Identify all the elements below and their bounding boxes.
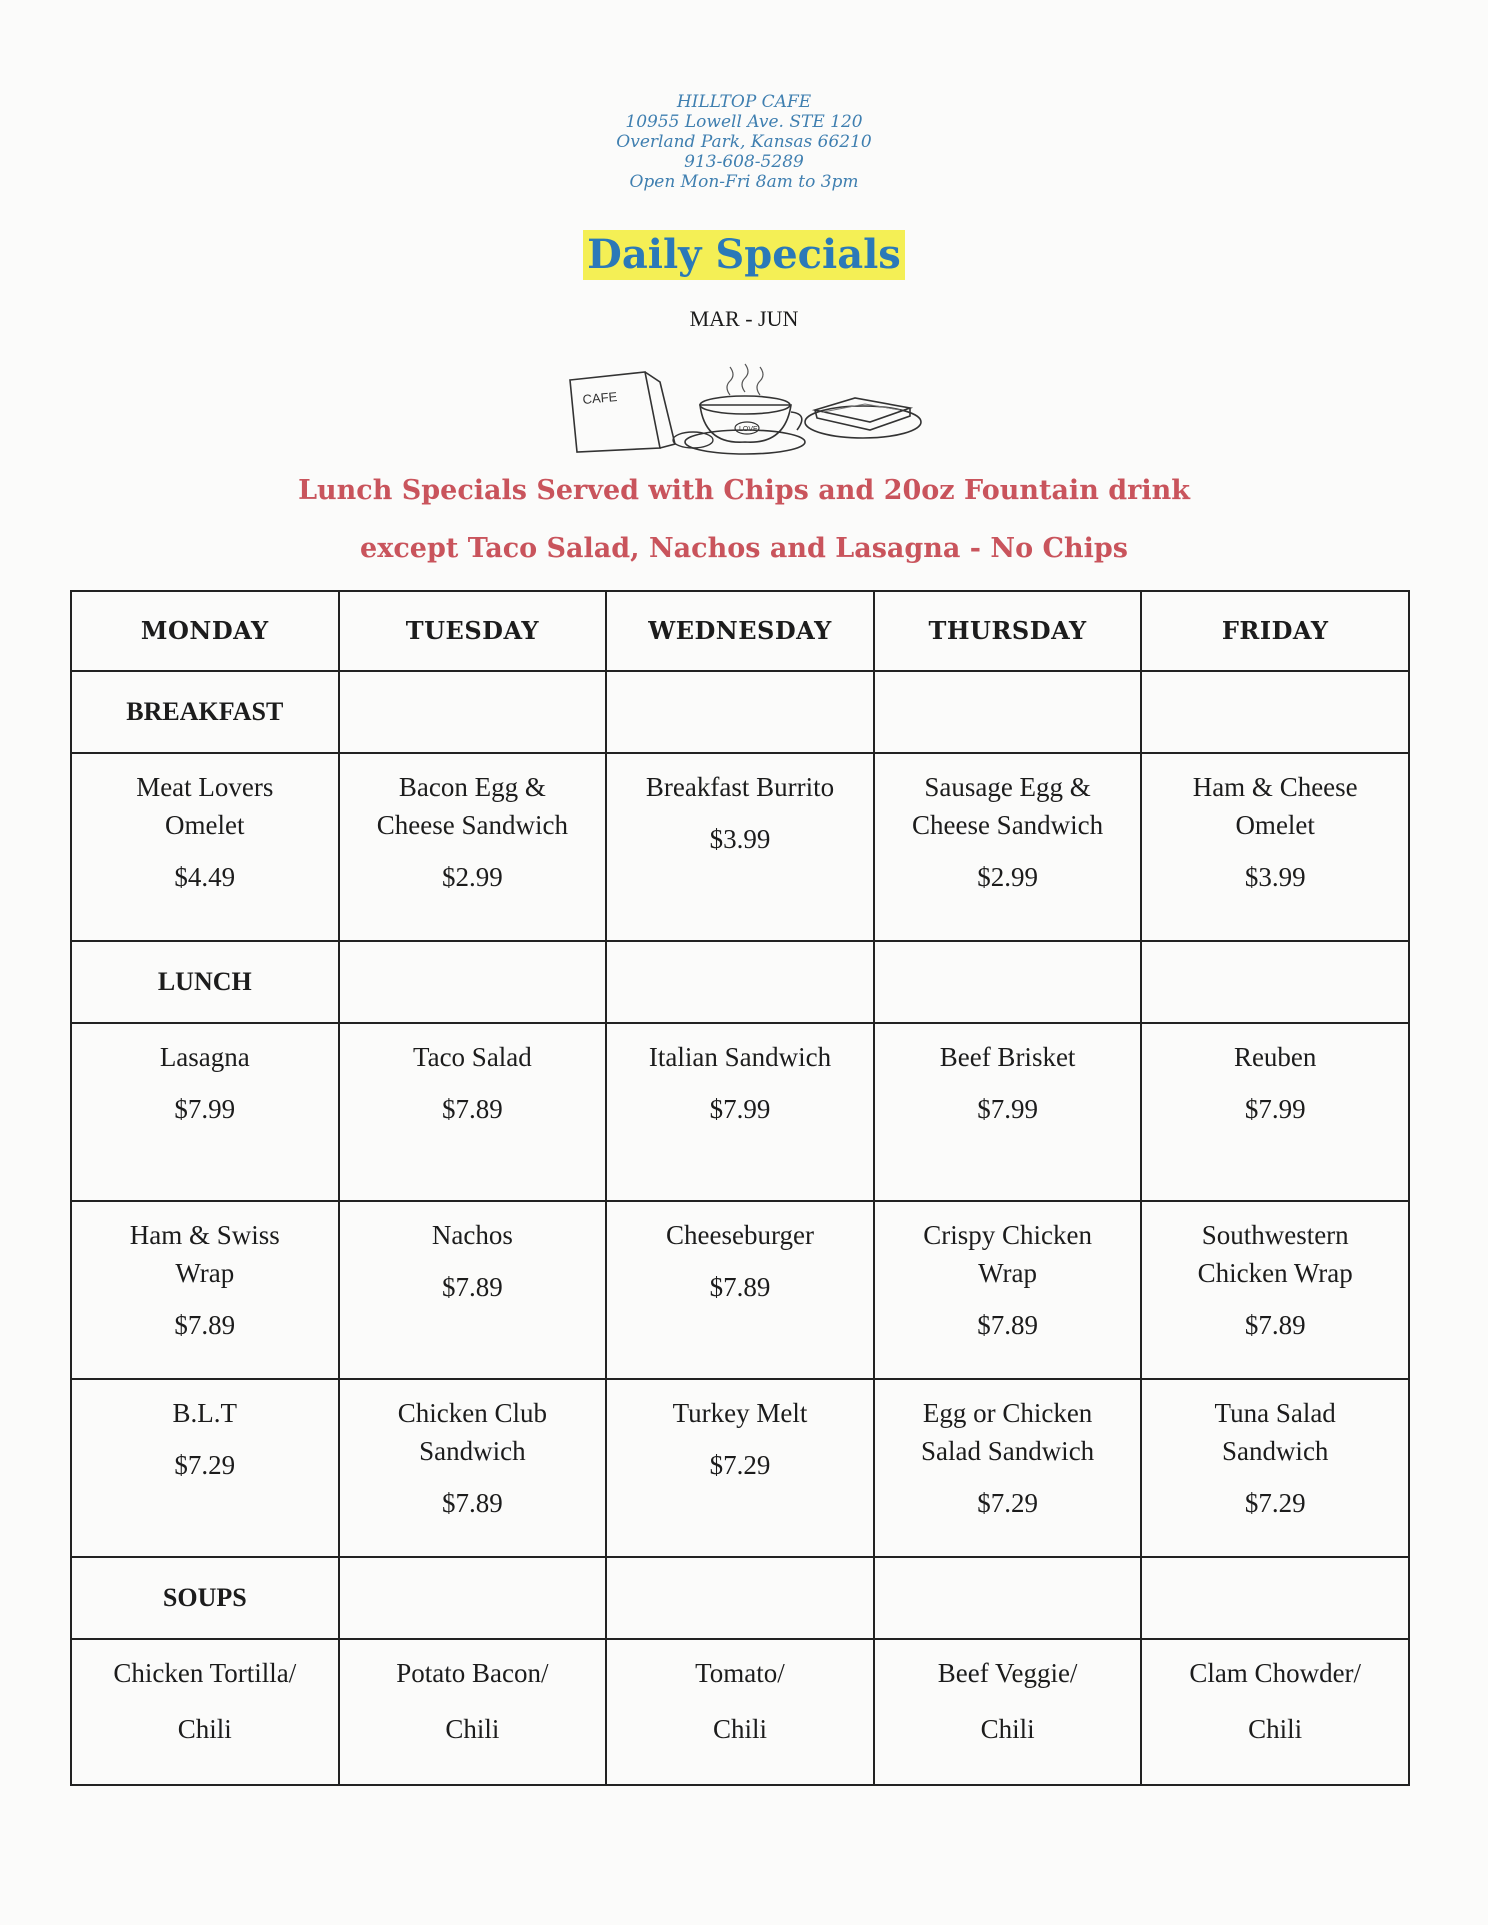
soups-row (71, 1639, 1409, 1785)
item-name: Tuna Salad (1214, 1398, 1336, 1428)
item-price: $7.29 (977, 1488, 1038, 1518)
item-name: Sandwich (419, 1436, 526, 1466)
item-price: $7.99 (709, 1094, 771, 1124)
soup-name: Tomato/ (695, 1658, 785, 1688)
menu-cell (874, 1201, 1142, 1379)
item-name: Salad Sandwich (920, 1436, 1095, 1466)
item-price: $2.99 (977, 862, 1038, 892)
item-price: $7.29 (709, 1450, 771, 1480)
soup-name: Chili (980, 1714, 1035, 1744)
item-name: Sandwich (1221, 1436, 1329, 1466)
item-name: Cheese Sandwich (376, 810, 568, 840)
lunch-row-2 (71, 1201, 1409, 1379)
menu-cell (606, 753, 874, 941)
menu-cell (874, 1023, 1142, 1201)
item-price: $3.99 (709, 824, 771, 854)
title-wrap (0, 230, 1488, 280)
item-name: Lasagna (159, 1042, 250, 1072)
specials-table (70, 590, 1410, 1786)
item-name: Southwestern (1201, 1220, 1349, 1250)
lunch-row-1 (71, 1023, 1409, 1201)
lunch-note-line1: Lunch Specials Served with Chips and 20oz Fountain drink (298, 475, 1190, 506)
item-name: Meat Lovers (136, 772, 274, 802)
item-name: Omelet (1235, 810, 1315, 840)
item-name: Nachos (431, 1220, 513, 1250)
item-price: $7.89 (442, 1488, 503, 1518)
soup-cell (606, 1639, 874, 1785)
menu-cell (339, 753, 607, 941)
item-name: Chicken Wrap (1197, 1258, 1353, 1288)
section-breakfast: BREAKFAST (71, 671, 339, 753)
day-wednesday: WEDNESDAY (606, 591, 874, 671)
item-name: B.L.T (172, 1398, 238, 1428)
item-price: $7.89 (709, 1272, 771, 1302)
menu-cell (71, 753, 339, 941)
item-name: Bacon Egg & (398, 772, 546, 802)
item-price: $2.99 (442, 862, 503, 892)
cafe-name: HILLTOP CAFE (676, 92, 812, 112)
cup-label: LOVE (739, 426, 758, 433)
menu-cell (71, 1379, 339, 1557)
menu-cell (1141, 753, 1409, 941)
item-price: $7.99 (174, 1094, 236, 1124)
item-name: Sausage Egg & (924, 772, 1091, 802)
item-price: $7.99 (977, 1094, 1038, 1124)
item-name: Italian Sandwich (648, 1042, 832, 1072)
item-price: $4.49 (174, 862, 236, 892)
item-name: Ham & Cheese (1192, 772, 1358, 802)
cafe-phone: 913-608-5289 (684, 152, 804, 172)
menu-cell (71, 1023, 339, 1201)
day-tuesday: TUESDAY (339, 591, 607, 671)
cafe-hours: Open Mon-Fri 8am to 3pm (629, 172, 859, 192)
item-name: Wrap (978, 1258, 1038, 1288)
cafe-illustration (565, 360, 925, 460)
soup-name: Chicken Tortilla/ (113, 1658, 297, 1688)
soup-name: Chili (445, 1714, 500, 1744)
item-name: Turkey Melt (672, 1398, 808, 1428)
item-price: $7.89 (174, 1310, 236, 1340)
menu-cell (874, 1379, 1142, 1557)
section-lunch: LUNCH (71, 941, 339, 1023)
soup-name: Potato Bacon/ (396, 1658, 549, 1688)
menu-cell (1141, 1201, 1409, 1379)
cafe-header (0, 92, 1488, 192)
menu-cell (71, 1201, 339, 1379)
menu-cell (339, 1023, 607, 1201)
season-range: MAR - JUN (689, 306, 799, 331)
item-price: $3.99 (1244, 862, 1306, 892)
day-thursday: THURSDAY (874, 591, 1142, 671)
soup-name: Chili (177, 1714, 232, 1744)
soup-cell (339, 1639, 607, 1785)
menu-cell (1141, 1379, 1409, 1557)
day-header-row (71, 591, 1409, 671)
item-price: $7.89 (1244, 1310, 1306, 1340)
section-soups: SOUPS (71, 1557, 339, 1639)
soup-cell (874, 1639, 1142, 1785)
item-name: Omelet (165, 810, 245, 840)
item-name: Cheese Sandwich (911, 810, 1104, 840)
bag-label: CAFE (581, 389, 618, 407)
item-name: Breakfast Burrito (645, 772, 835, 802)
lunch-note-line2: except Taco Salad, Nachos and Lasagna - No Chips (360, 533, 1128, 564)
menu-cell (606, 1023, 874, 1201)
menu-cell (339, 1201, 607, 1379)
soup-cell (71, 1639, 339, 1785)
item-price: $7.29 (174, 1450, 236, 1480)
item-name: Reuben (1233, 1042, 1317, 1072)
soups-section-row (71, 1557, 1409, 1639)
soup-cell (1141, 1639, 1409, 1785)
cafe-address-line1: 10955 Lowell Ave. STE 120 (625, 112, 863, 132)
soup-name: Chili (1248, 1714, 1303, 1744)
item-name: Crispy Chicken (923, 1220, 1092, 1250)
breakfast-row (71, 753, 1409, 941)
menu-cell (606, 1201, 874, 1379)
soup-name: Clam Chowder/ (1189, 1658, 1362, 1688)
cafe-address-line2: Overland Park, Kansas 66210 (616, 132, 872, 152)
item-price: $7.89 (442, 1272, 503, 1302)
soup-name: Beef Veggie/ (937, 1658, 1078, 1688)
item-name: Egg or Chicken (922, 1398, 1093, 1428)
breakfast-section-row (71, 671, 1409, 753)
menu-cell (606, 1379, 874, 1557)
item-name: Beef Brisket (939, 1042, 1076, 1072)
item-name: Ham & Swiss (129, 1220, 280, 1250)
item-name: Taco Salad (412, 1042, 532, 1072)
item-price: $7.89 (977, 1310, 1038, 1340)
item-name: Wrap (175, 1258, 235, 1288)
item-name: Chicken Club (397, 1398, 548, 1428)
menu-cell (1141, 1023, 1409, 1201)
item-price: $7.89 (442, 1094, 503, 1124)
soup-name: Chili (712, 1714, 767, 1744)
day-monday: MONDAY (71, 591, 339, 671)
item-price: $7.99 (1244, 1094, 1306, 1124)
lunch-section-row (71, 941, 1409, 1023)
page-title: Daily Specials (583, 230, 905, 280)
menu-cell (339, 1379, 607, 1557)
day-friday: FRIDAY (1141, 591, 1409, 671)
lunch-row-3 (71, 1379, 1409, 1557)
item-name: Cheeseburger (666, 1220, 814, 1250)
item-price: $7.29 (1244, 1488, 1306, 1518)
menu-cell (874, 753, 1142, 941)
